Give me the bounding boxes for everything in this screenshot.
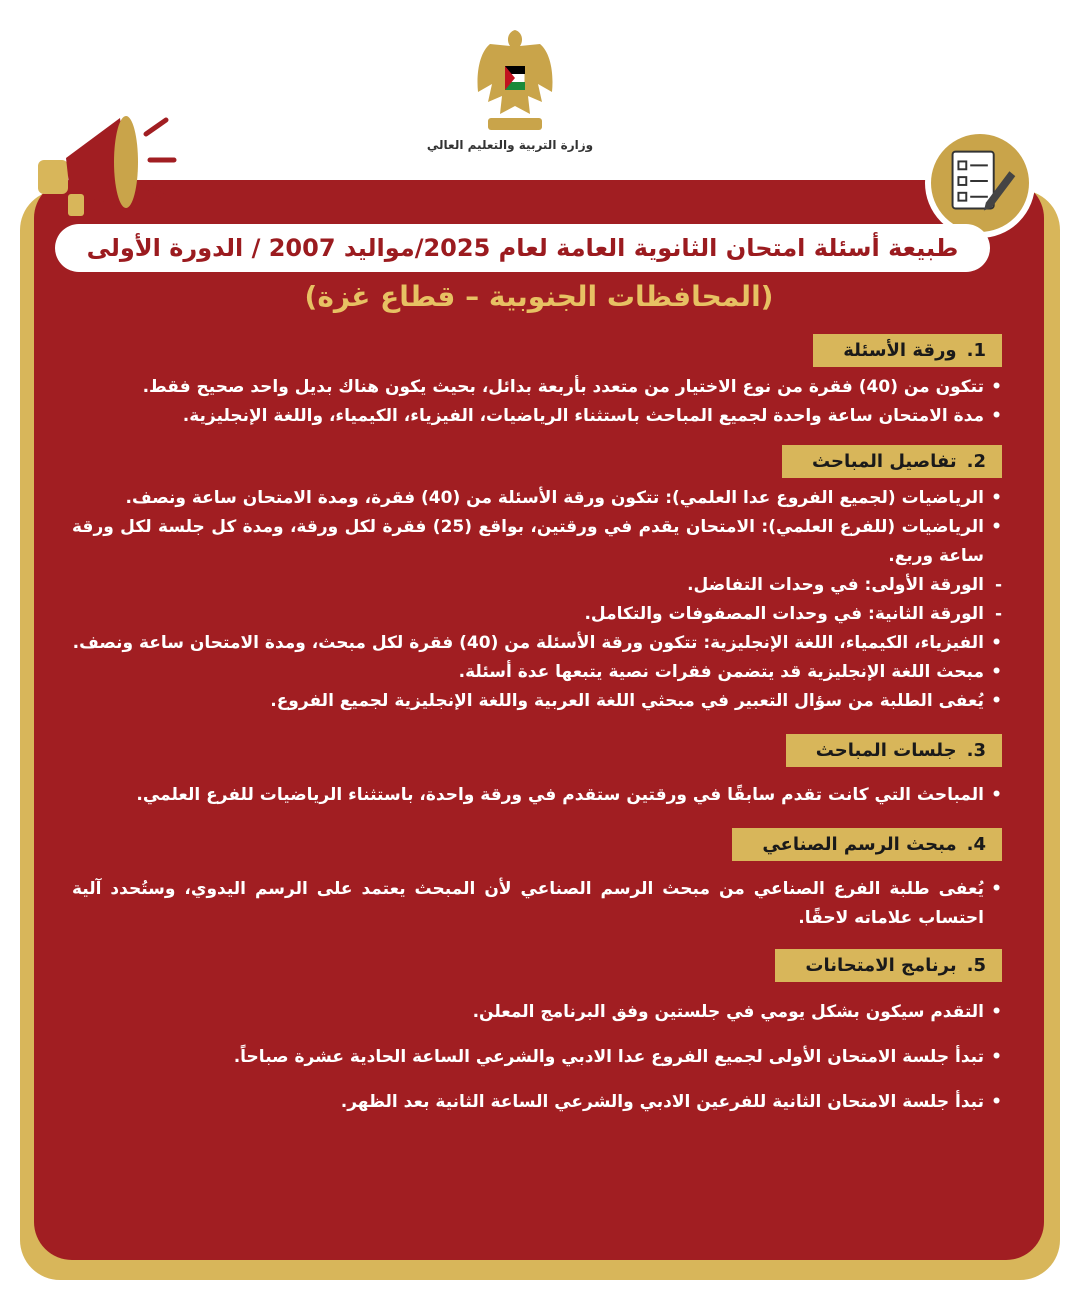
list-item (72, 1088, 1002, 1117)
item-text: الرياضيات (لجميع الفروع عدا العلمي): تتكون ورقة الأسئلة من (40) فقرة، ومدة الامتحان ساعة ونصف. (125, 488, 984, 508)
section-number: 3. (966, 740, 986, 761)
bullet: • (991, 406, 1002, 426)
list-item (72, 658, 1002, 687)
section-header (732, 828, 1002, 861)
bullet: • (991, 879, 1002, 899)
page-subtitle: (المحافظات الجنوبية – قطاع غزة) (304, 280, 774, 313)
sections-container (72, 332, 1002, 1117)
bullet: • (991, 1047, 1002, 1067)
section-title: ورقة الأسئلة (843, 340, 957, 361)
item-text: تبدأ جلسة الامتحان الثانية للفرعين الادبي والشرعي الساعة الثانية بعد الظهر. (340, 1092, 984, 1112)
bullet: - (994, 604, 1002, 624)
item-text: التقدم سيكون بشكل يومي في جلستين وفق البرنامج المعلن. (472, 1002, 984, 1022)
list-item (72, 513, 1002, 571)
checklist-badge (925, 128, 1035, 238)
eagle-emblem-icon (470, 22, 560, 137)
ministry-name: وزارة التربية والتعليم العالي (426, 138, 594, 152)
list-item (72, 998, 1002, 1027)
bullet: • (991, 488, 1002, 508)
bullet: • (991, 377, 1002, 397)
bullet: • (991, 662, 1002, 682)
page-title: طبيعة أسئلة امتحان الثانوية العامة لعام 2025/مواليد 2007 / الدورة الأولى (55, 224, 990, 272)
section-header (775, 949, 1002, 982)
section-title: مبحث الرسم الصناعي (762, 834, 957, 855)
list-item (72, 571, 1002, 600)
list-item (72, 373, 1002, 402)
section-2 (72, 445, 1002, 716)
item-text: المباحث التي كانت تقدم سابقًا في ورقتين ستقدم في ورقة واحدة، باستثناء الرياضيات للفرع العلمي. (136, 785, 984, 805)
bullet: • (991, 785, 1002, 805)
section-number: 4. (966, 834, 986, 855)
section-header (782, 445, 1002, 478)
bullet: - (994, 575, 1002, 595)
item-text: الرياضيات (للفرع العلمي): الامتحان يقدم في ورقتين، بواقع (25) فقرة لكل ورقة، ومدة كل جلسة لكل ورقة ساعة وربع. (72, 517, 984, 566)
list-item (72, 402, 1002, 431)
section-4 (72, 828, 1002, 933)
section-header (813, 334, 1002, 367)
megaphone-icon (28, 98, 178, 218)
list-item (72, 484, 1002, 513)
list-item (72, 687, 1002, 716)
section-3 (72, 734, 1002, 810)
item-text: الفيزياء، الكيمياء، اللغة الإنجليزية: تتكون ورقة الأسئلة من (40) فقرة لكل مبحث، ومدة الامتحان ساعة ونصف. (72, 633, 984, 653)
list-item (72, 875, 1002, 933)
item-text: تبدأ جلسة الامتحان الأولى لجميع الفروع عدا الادبي والشرعي الساعة الحادية عشرة صباحاً. (233, 1047, 984, 1067)
section-number: 5. (966, 955, 986, 976)
section-title: جلسات المباحث (815, 740, 957, 761)
section-title: تفاصيل المباحث (811, 451, 957, 472)
item-text: تتكون من (40) فقرة من نوع الاختيار من متعدد بأربعة بدائل، بحيث يكون هناك بديل واحد صحيح فقط. (142, 377, 984, 397)
item-text: يُعفى طلبة الفرع الصناعي من مبحث الرسم الصناعي لأن المبحث يعتمد على الرسم اليدوي، وستُحدد آلية احتساب علاماته لاحقًا. (72, 879, 984, 928)
list-item (72, 600, 1002, 629)
section-5 (72, 949, 1002, 1117)
item-text: مبحث اللغة الإنجليزية قد يتضمن فقرات نصية يتبعها عدة أسئلة. (458, 662, 984, 682)
item-text: الورقة الثانية: في وحدات المصفوفات والتكامل. (584, 604, 984, 624)
list-item (72, 781, 1002, 810)
section-1 (72, 334, 1002, 431)
bullet: • (991, 1002, 1002, 1022)
bullet: • (991, 633, 1002, 653)
bullet: • (991, 1092, 1002, 1112)
list-item (72, 629, 1002, 658)
bullet: • (991, 517, 1002, 537)
bullet: • (991, 691, 1002, 711)
item-text: مدة الامتحان ساعة واحدة لجميع المباحث باستثناء الرياضيات، الفيزياء، الكيمياء، واللغة الإنجليزية. (182, 406, 984, 426)
item-text: يُعفى الطلبة من سؤال التعبير في مبحثي اللغة العربية واللغة الإنجليزية لجميع الفروع. (270, 691, 984, 711)
section-number: 2. (966, 451, 986, 472)
section-header (786, 734, 1002, 767)
list-item (72, 1043, 1002, 1072)
section-number: 1. (966, 340, 986, 361)
item-text: الورقة الأولى: في وحدات التفاضل. (687, 575, 984, 595)
checklist-pencil-icon (931, 134, 1029, 232)
section-title: برنامج الامتحانات (805, 955, 957, 976)
